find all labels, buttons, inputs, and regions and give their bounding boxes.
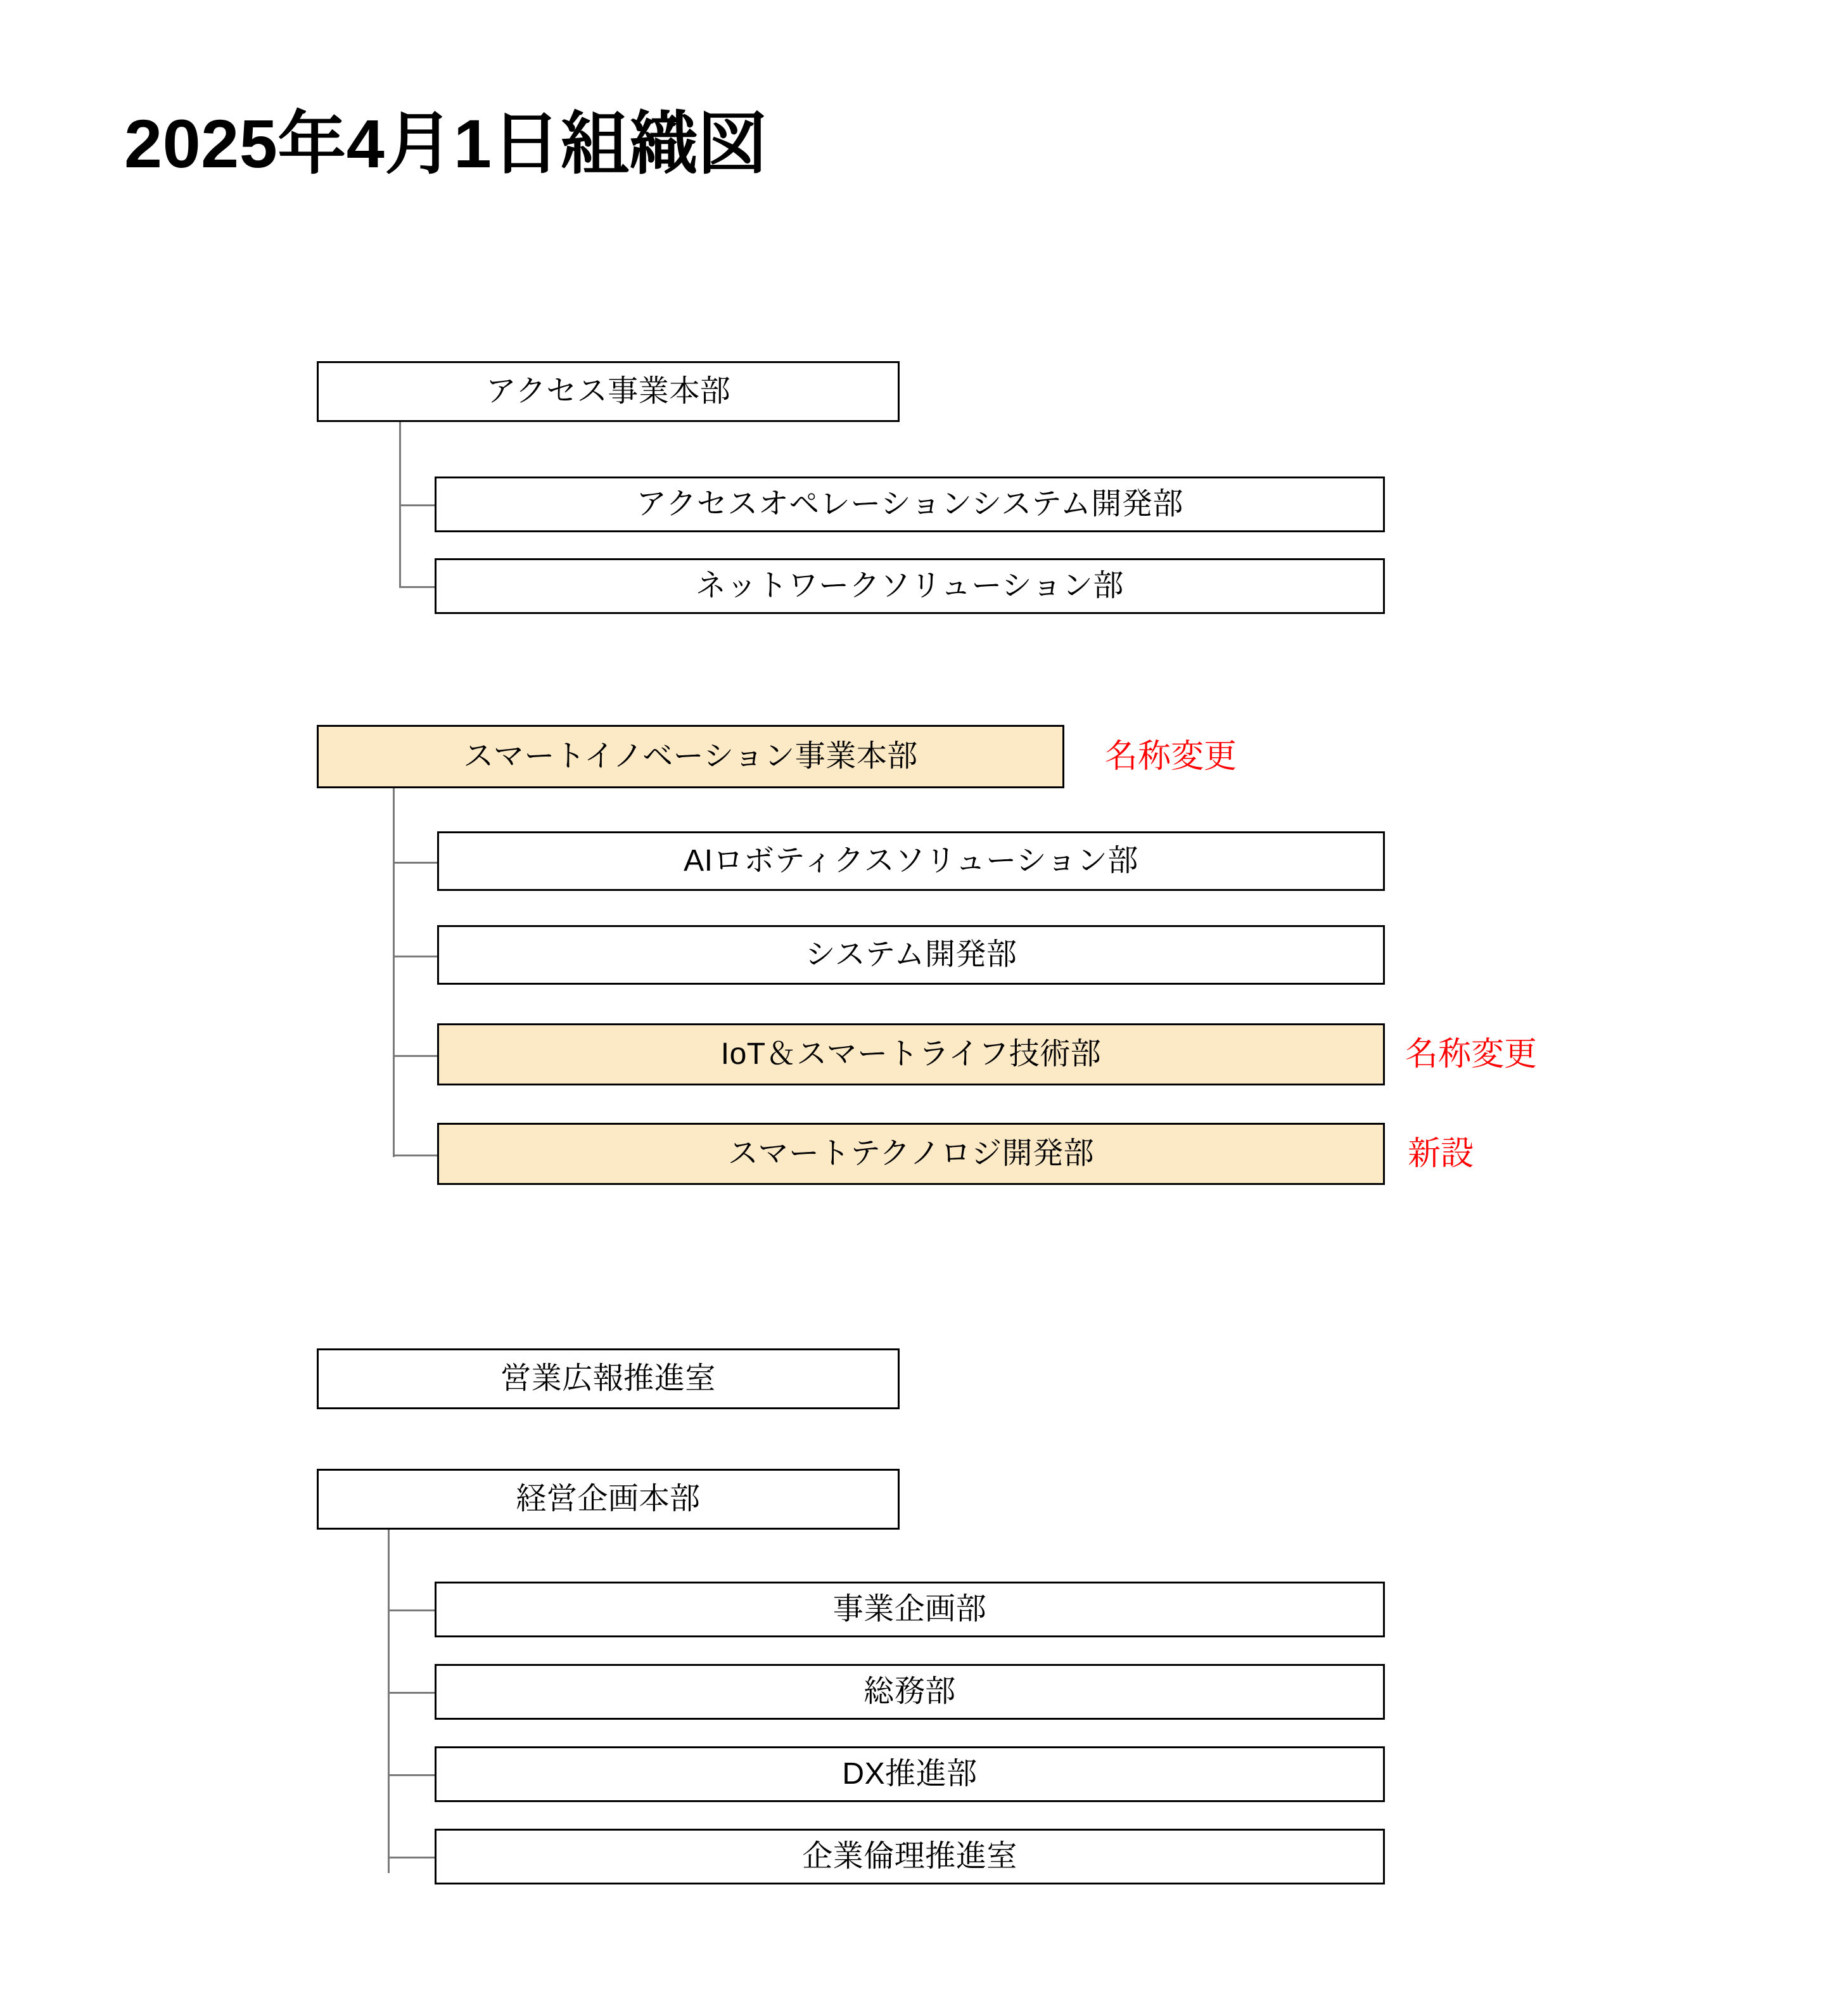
connector-horizontal-smart-1 (393, 862, 437, 864)
node-keiei-child-3[interactable] (435, 1829, 1385, 1884)
connector-horizontal-smart-2 (393, 956, 437, 957)
node-access-honbu[interactable] (317, 361, 900, 422)
node-label: アクセス事業本部 (485, 374, 731, 408)
note-smart-child-2: 名称変更 (1405, 1036, 1538, 1073)
connector-horizontal-keiei-4 (388, 1857, 435, 1858)
node-smart-child-2[interactable] (437, 1023, 1385, 1085)
node-access-child-1[interactable] (435, 558, 1385, 614)
note-smart-honbu: 名称変更 (1105, 738, 1237, 775)
node-keiei-honbu[interactable] (317, 1469, 900, 1530)
connector-horizontal-keiei-2 (388, 1692, 435, 1694)
node-smart-child-1[interactable] (437, 925, 1385, 985)
connector-vertical-smart (393, 788, 395, 1157)
node-label: 経営企画本部 (516, 1482, 701, 1516)
node-label: アクセスオペレーションシステム開発部 (636, 487, 1183, 521)
node-keiei-child-1[interactable] (435, 1664, 1385, 1720)
node-label: システム開発部 (805, 938, 1017, 971)
connector-horizontal-keiei-1 (388, 1609, 435, 1611)
node-label: ネットワークソリューション部 (696, 569, 1124, 603)
node-label: IoT＆スマートライフ技術部 (720, 1037, 1102, 1071)
connector-horizontal-keiei-3 (388, 1774, 435, 1776)
connector-vertical-keiei (388, 1530, 390, 1873)
node-label: 営業広報推進室 (500, 1362, 716, 1395)
node-label: スマートイノベーション事業本部 (463, 739, 918, 773)
node-label: スマートテクノロジ開発部 (727, 1137, 1095, 1170)
page-title: 2025年4月1日組織図 (124, 105, 767, 182)
connector-horizontal-access-2 (399, 586, 435, 588)
node-eigyo-shitsu[interactable] (317, 1348, 900, 1409)
node-label: 事業企画部 (832, 1592, 987, 1626)
node-label: 企業倫理推進室 (802, 1839, 1017, 1873)
node-access-child-0[interactable] (435, 477, 1385, 532)
node-smart-child-3[interactable] (437, 1123, 1385, 1185)
connector-horizontal-smart-4 (393, 1155, 437, 1156)
node-keiei-child-0[interactable] (435, 1582, 1385, 1637)
connector-horizontal-access-1 (399, 504, 435, 506)
connector-horizontal-smart-3 (393, 1055, 437, 1057)
node-label: AIロボティクスソリューション部 (684, 844, 1138, 878)
note-smart-child-3: 新設 (1408, 1136, 1474, 1172)
node-smart-honbu[interactable] (317, 725, 1064, 788)
node-label: 総務部 (863, 1675, 956, 1708)
node-keiei-child-2[interactable] (435, 1746, 1385, 1802)
node-label: DX推進部 (842, 1757, 978, 1791)
node-smart-child-0[interactable] (437, 831, 1385, 891)
